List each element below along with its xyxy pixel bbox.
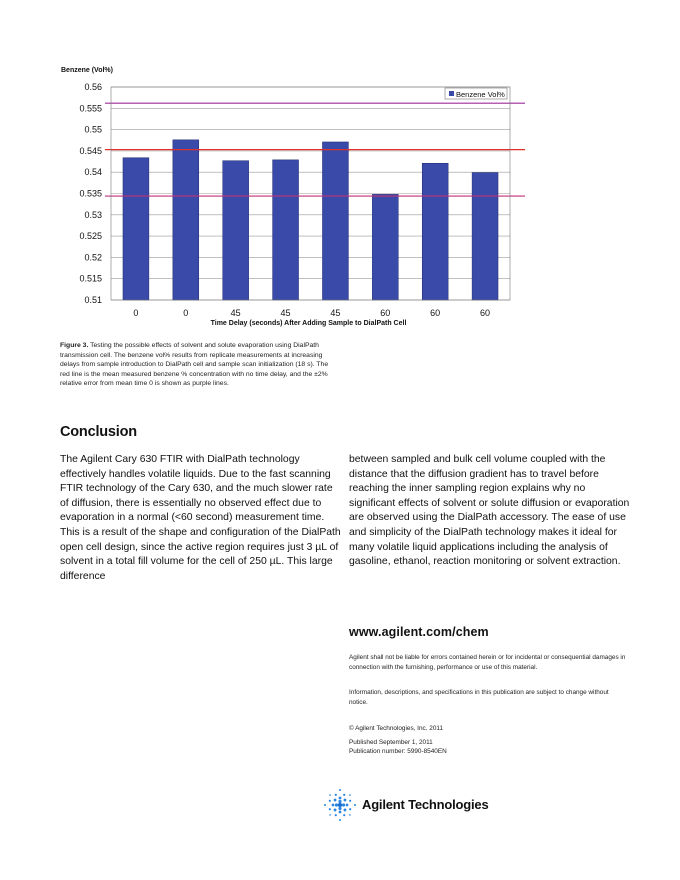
agilent-logo-text: Agilent Technologies — [362, 797, 489, 812]
conclusion-heading: Conclusion — [60, 424, 137, 440]
x-tick-label: 60 — [430, 308, 441, 318]
x-tick-label: 60 — [380, 308, 391, 318]
y-tick-label: 0.52 — [84, 252, 102, 263]
chart-x-axis-label: Time Delay (seconds) After Adding Sample to DialPath Cell — [210, 320, 407, 327]
bar — [322, 142, 348, 300]
chart-reference-lines — [105, 103, 525, 196]
y-tick-label: 0.515 — [79, 273, 102, 284]
conclusion-right-column — [349, 453, 631, 570]
y-tick-label: 0.55 — [84, 124, 102, 135]
x-tick-label: 45 — [280, 308, 291, 318]
x-tick-label: 60 — [480, 308, 491, 318]
conclusion-left-column — [60, 453, 342, 584]
agilent-logo — [322, 787, 502, 823]
figure-caption-label: Figure 3. — [60, 342, 89, 349]
agilent-spark-icon — [322, 787, 358, 823]
chart-gridlines — [111, 87, 510, 300]
bar — [123, 158, 149, 300]
chart-y-ticks — [79, 82, 102, 305]
x-tick-label: 0 — [133, 308, 139, 318]
x-tick-label: 45 — [330, 308, 341, 318]
legend-label: Benzene Vol% — [456, 90, 505, 99]
legend-swatch — [449, 91, 454, 96]
liability-text: Agilent shall not be liable for errors contained herein or for incidental or consequential damages in connection with the furnishing, performance or use of this material. — [349, 654, 626, 671]
website-link[interactable]: www.agilent.com/chem — [349, 625, 489, 639]
bar — [223, 161, 249, 300]
y-tick-label: 0.51 — [84, 295, 102, 305]
figure-caption-text: Testing the possible effects of solvent and solute evaporation using DialPath transmission cell. The benzene vol% results from replicate measurements at increasing delays from sample introduction to DialPath cell and sample scan initialization (18 s). The red line is the mean measured benzene % concentration with no time delay, and the ±2% relative error from mean time 0 is shown as purple lines. — [60, 342, 329, 388]
copyright-text: © Agilent Technologies, Inc. 2011 — [349, 725, 444, 732]
y-tick-label: 0.545 — [79, 145, 102, 156]
bar — [273, 160, 299, 300]
chart-bars — [123, 140, 498, 300]
bar — [472, 173, 498, 300]
x-tick-label: 0 — [183, 308, 189, 318]
y-tick-label: 0.53 — [84, 209, 102, 220]
chart-y-axis-label: Benzene (Vol%) — [61, 67, 113, 74]
publication-number: Publication number: 5990-8540EN — [349, 748, 447, 756]
bar — [173, 140, 199, 300]
figure-caption — [60, 341, 338, 389]
change-notice-text: Information, descriptions, and specifications in this publication are subject to change without notice. — [349, 689, 609, 706]
liability-notice — [349, 653, 629, 672]
chart-legend — [445, 88, 507, 99]
change-notice — [349, 688, 629, 707]
y-tick-label: 0.535 — [79, 188, 102, 199]
y-tick-label: 0.525 — [79, 231, 102, 242]
bar — [372, 194, 398, 300]
publication-info — [349, 724, 629, 757]
y-tick-label: 0.54 — [84, 167, 102, 178]
chart-x-ticks — [133, 308, 490, 318]
x-tick-label: 45 — [230, 308, 241, 318]
bar-chart — [55, 60, 525, 335]
published-date: Published September 1, 2011 — [349, 738, 433, 746]
bar — [422, 163, 448, 300]
conclusion-paragraph-left: The Agilent Cary 630 FTIR with DialPath technology effectively handles volatile liquids. Due to the fast scanning FTIR technology of the Cary 630, and the much slower rate of diffusion, there is essentially no observed effect due to evaporation in a normal (<60 second) measurement time. This is a result of the shape and configuration of the DialPath open cell design, since the active region requires just 3 µL of solvent in a total fill volume for the cell of 250 µL. This large difference — [60, 454, 341, 582]
y-tick-label: 0.555 — [79, 103, 102, 114]
conclusion-paragraph-right: between sampled and bulk cell volume coupled with the distance that the diffusion gradient has to travel before reaching the inner sampling region explains why no significant effects of solvent or solute diffusion or evaporation are observed using the DialPath accessory. The ease of use and simplicity of the DialPath technology makes it ideal for many volatile liquid applications including the analysis of gasoline, ethanol, reaction monitoring or solvent extraction. — [349, 454, 630, 568]
y-tick-label: 0.56 — [84, 82, 102, 92]
